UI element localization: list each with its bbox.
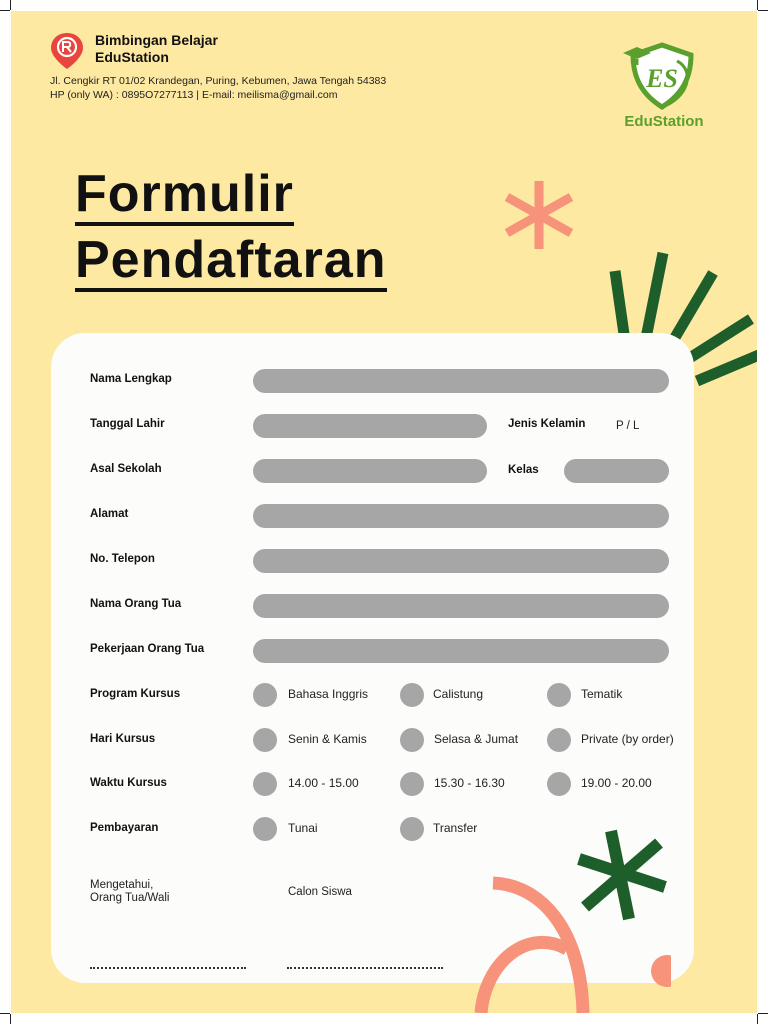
label-waktu-kursus: Waktu Kursus: [90, 777, 167, 789]
radio-selasa-jumat[interactable]: [400, 728, 424, 752]
signature-parent-line: [90, 967, 246, 969]
signature-parent-line2: Orang Tua/Wali: [90, 892, 170, 904]
address-text: Jl. Cengkir RT 01/02 Krandegan, Puring, Kebumen, Jawa Tengah 54383: [50, 75, 387, 87]
form-page: [11, 11, 757, 1013]
nama-orang-tua-field[interactable]: [253, 594, 669, 618]
contact-block: [50, 74, 386, 102]
pekerjaan-orang-tua-field[interactable]: [253, 639, 669, 663]
crop-mark: [758, 1013, 768, 1014]
option-tunai: Tunai: [288, 821, 318, 835]
title-line1: Formulir: [75, 166, 294, 226]
label-nama-orang-tua: Nama Orang Tua: [90, 598, 182, 610]
crop-mark: [758, 10, 768, 11]
nama-lengkap-field[interactable]: [253, 369, 669, 393]
edustation-shield-logo-icon: [607, 31, 717, 121]
location-pin-logo-icon: [49, 31, 85, 71]
option-waktu-1900: 19.00 - 20.00: [581, 776, 652, 790]
label-pembayaran: Pembayaran: [90, 822, 159, 834]
signature-parent-label: [90, 879, 169, 905]
alamat-field[interactable]: [253, 504, 669, 528]
crop-mark: [757, 1014, 758, 1024]
asal-sekolah-field[interactable]: [253, 459, 487, 483]
option-private: Private (by order): [581, 732, 674, 746]
label-program-kursus: Program Kursus: [90, 688, 181, 700]
radio-waktu-1400[interactable]: [253, 772, 277, 796]
crop-mark: [0, 10, 10, 11]
radio-calistung[interactable]: [400, 683, 424, 707]
label-asal-sekolah: Asal Sekolah: [90, 463, 162, 475]
crop-mark: [757, 0, 758, 10]
signature-parent-line1: Mengetahui,: [90, 879, 154, 891]
radio-bahasa-inggris[interactable]: [253, 683, 277, 707]
brand-name: [95, 32, 218, 66]
label-jenis-kelamin: Jenis Kelamin: [508, 418, 586, 430]
option-bahasa-inggris: Bahasa Inggris: [288, 687, 369, 701]
edustation-logo-text: EduStation: [624, 113, 704, 130]
crop-mark: [0, 1013, 10, 1014]
brand-line2: EduStation: [95, 49, 169, 65]
page-title: [75, 161, 387, 293]
option-tematik: Tematik: [581, 687, 623, 701]
no-telepon-field[interactable]: [253, 549, 669, 573]
label-tanggal-lahir: Tanggal Lahir: [90, 418, 165, 430]
signature-student-label: Calon Siswa: [288, 886, 352, 898]
option-transfer: Transfer: [433, 821, 478, 835]
option-waktu-1530: 15.30 - 16.30: [434, 776, 505, 790]
jenis-kelamin-value[interactable]: P / L: [616, 420, 640, 432]
salmon-arc-decoration-icon: [471, 871, 671, 1013]
tanggal-lahir-field[interactable]: [253, 414, 487, 438]
label-no-telepon: No. Telepon: [90, 553, 155, 565]
radio-tematik[interactable]: [547, 683, 571, 707]
radio-waktu-1900[interactable]: [547, 772, 571, 796]
kelas-field[interactable]: [564, 459, 669, 483]
option-calistung: Calistung: [433, 687, 484, 701]
crop-mark: [10, 0, 11, 10]
contact-text: HP (only WA) : 0895O7277113 | E-mail: meilisma@gmail.com: [50, 89, 338, 101]
label-alamat: Alamat: [90, 508, 129, 520]
label-pekerjaan-orang-tua: Pekerjaan Orang Tua: [90, 643, 205, 655]
option-selasa-jumat: Selasa & Jumat: [434, 732, 519, 746]
option-waktu-1400: 14.00 - 15.00: [288, 776, 359, 790]
option-senin-kamis: Senin & Kamis: [288, 732, 367, 746]
signature-student-line: [287, 967, 443, 969]
title-line2: Pendaftaran: [75, 232, 387, 292]
radio-tunai[interactable]: [253, 817, 277, 841]
radio-senin-kamis[interactable]: [253, 728, 277, 752]
brand-line1: Bimbingan Belajar: [95, 32, 218, 48]
radio-private[interactable]: [547, 728, 571, 752]
salmon-asterisk-decoration-icon: [501, 179, 577, 251]
label-hari-kursus: Hari Kursus: [90, 733, 156, 745]
radio-transfer[interactable]: [400, 817, 424, 841]
crop-mark: [10, 1014, 11, 1024]
label-nama-lengkap: Nama Lengkap: [90, 373, 172, 385]
label-kelas: Kelas: [508, 464, 539, 476]
radio-waktu-1530[interactable]: [400, 772, 424, 796]
logo-initials: ES: [646, 64, 678, 93]
